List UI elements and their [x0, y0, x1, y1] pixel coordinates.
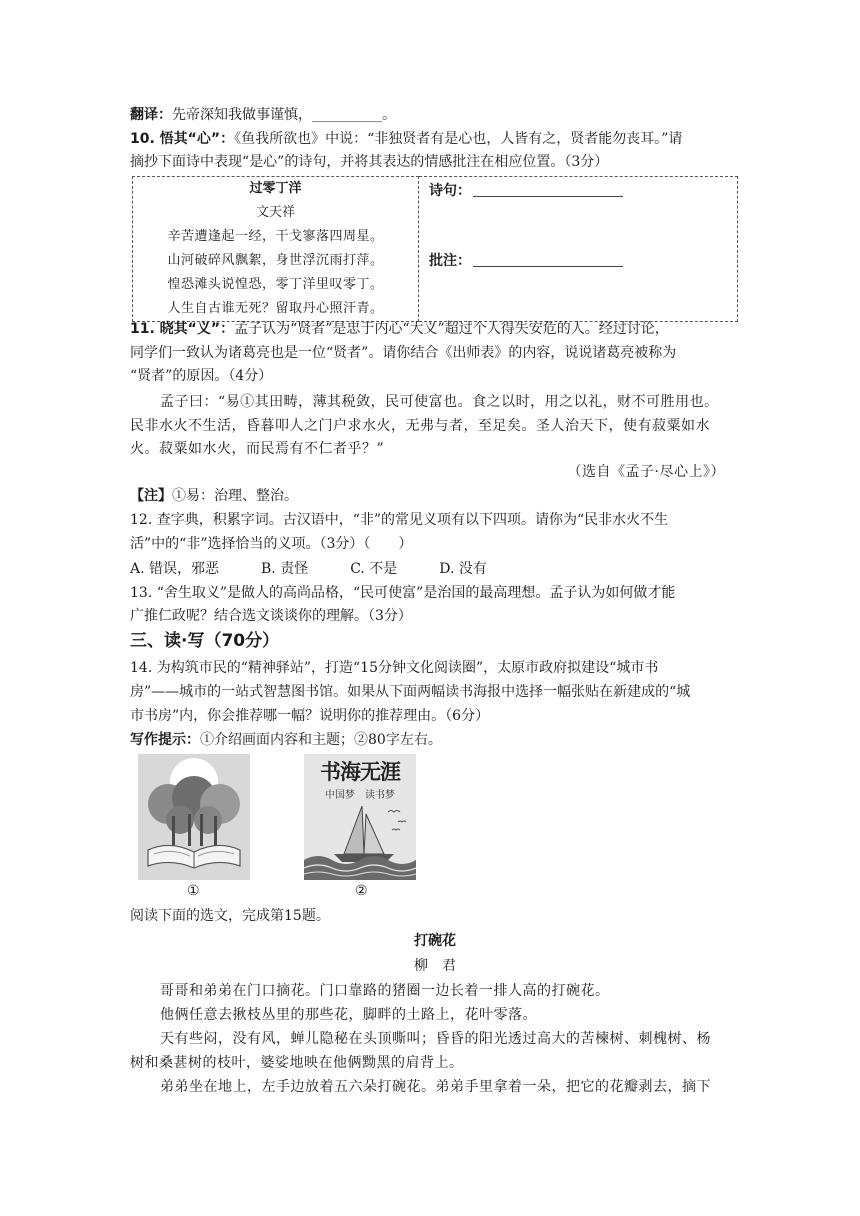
q11-text-a: 孟子认为“贤者”是忠于内心“大义”超过个人得失安危的人。经过讨论，	[234, 321, 669, 337]
q12-line2: 活”中的“非”选择恰当的义项。（3分）（ ）	[130, 536, 413, 552]
poster-2-image	[304, 754, 416, 880]
story-paragraph-4: 弟弟坐在地上，左手边放着五六朵打碗花。弟弟手里拿着一朵，把它的花瓣剥去，摘下	[160, 1079, 711, 1095]
mencius-line3: 火。菽粟如水火，而民焉有不仁者乎？”	[130, 441, 385, 457]
story-paragraph-3a: 天有些闷，没有风，蝉儿隐秘在头顶嘶叫；昏昏的阳光透过高大的苦楝树、刺槐树、杨	[160, 1031, 711, 1047]
hint-body: ①介绍画面内容和主题；②80字左右。	[200, 732, 442, 748]
note-body: ①易：治理、整治。	[172, 488, 298, 504]
story-paragraph-1: 哥哥和弟弟在门口摘花。门口靠路的猪圈一边长着一排人高的打碗花。	[160, 983, 610, 999]
story-paragraph-3b: 树和桑葚树的枝叶，婆娑地映在他俩黝黑的肩背上。	[130, 1055, 464, 1071]
note-head: 【注】	[130, 488, 172, 504]
note-line	[130, 485, 740, 507]
mencius-line1: 孟子曰：“易①其田畴，薄其税敛，民可使富也。食之以时，用之以礼，财不可胜用也。	[160, 394, 719, 410]
poster-2-title: 书海无涯	[320, 760, 400, 784]
poem-line: 辛苦遭逢起一经，干戈寥落四周星。	[167, 229, 384, 244]
q14-line1: 14. 为构筑市民的“精神驿站”，打造“15分钟文化阅读圈”，太原市政府拟建设“城市书	[130, 660, 659, 676]
read-instruction: 阅读下面的选文，完成第15题。	[130, 908, 330, 924]
translation-line	[130, 104, 740, 126]
poster-1-illustration	[138, 754, 250, 880]
translation-label: 翻译：	[130, 107, 172, 123]
poster-2-subtitle: 中国梦 读书梦	[325, 790, 395, 801]
verse-label: 诗句：	[429, 183, 471, 199]
q10-title: 10. 悟其“心”：	[130, 131, 235, 147]
story-title: 打碗花	[414, 933, 456, 949]
note-answer-field[interactable]	[473, 250, 623, 267]
poem-line: 惶恐滩头说惶恐，零丁洋里叹零丁。	[167, 277, 384, 292]
mencius-source: （选自《孟子·尽心上》）	[567, 464, 725, 480]
mencius-line2: 民非水火不生活，昏暮叩人之门户求水火，无弗与者，至足矣。圣人治天下，使有菽粟如水	[130, 418, 710, 434]
hint-head: 写作提示：	[130, 732, 200, 748]
poster-2-caption: ②	[355, 883, 368, 899]
annotation-cell	[419, 177, 738, 322]
q11-line1	[130, 318, 740, 340]
q11-line3: “贤者”的原因。（4分）	[130, 368, 273, 384]
q14-line3: 市书房”内，你会推荐哪一幅？说明你的推荐理由。（6分）	[130, 708, 490, 724]
q10-line1	[130, 128, 740, 150]
section-3-heading: 三、读·写（70分）	[130, 631, 280, 651]
poster-1-caption: ①	[187, 883, 200, 899]
note-label: 批注：	[429, 253, 471, 269]
hint-line	[130, 729, 740, 751]
q11-line2: 同学们一致认为诸葛亮也是一位“贤者”。请你结合《出师表》的内容，说说诸葛亮被称为	[130, 345, 677, 361]
q14-line2: 房”——城市的一站式智慧图书馆。如果从下面两幅读书海报中选择一幅张贴在新建成的“城	[130, 684, 691, 700]
poem-line: 人生自古谁无死？留取丹心照汗青。	[167, 301, 384, 316]
q13-line2: 广推仁政呢？结合选文谈谈你的理解。（3分）	[130, 608, 412, 624]
poster-2-ship-illustration	[304, 800, 416, 880]
q12-options: A. 错误，邪恶 B. 责怪 C. 不是 D. 没有	[130, 561, 487, 577]
poem-author: 文天祥	[255, 205, 295, 220]
q11-title: 11. 晓其“义”：	[130, 321, 235, 337]
q12-line1: 12. 查字典，积累字词。古汉语中，“非”的常见义项有以下四项。请你为“民非水火不生	[130, 512, 669, 528]
poem-line: 山河破碎风飘絮，身世浮沉雨打萍。	[167, 253, 384, 268]
story-author: 柳 君	[414, 958, 456, 974]
poster-1-image	[138, 754, 250, 880]
poem-cell	[133, 177, 419, 322]
q13-line1: 13. “舍生取义”是做人的高尚品格，“民可使富”是治国的最高理想。孟子认为如何做才能	[130, 585, 676, 601]
poem-title: 过零丁洋	[249, 181, 302, 196]
q10-line2: 摘抄下面诗中表现“是心”的诗句，并将其表达的情感批注在相应位置。（3分）	[130, 154, 609, 170]
q10-text-a: 《鱼我所欲也》中说：“非独贤者有是心也，人皆有之，贤者能勿丧耳。”请	[234, 131, 683, 147]
translation-text: 先帝深知我做事谨慎，__________。	[172, 107, 396, 123]
poem-table	[132, 176, 738, 322]
verse-answer-field[interactable]	[473, 180, 623, 197]
story-paragraph-2: 他俩任意去揪枝丛里的那些花，脚畔的土路上，花叶零落。	[160, 1007, 537, 1023]
